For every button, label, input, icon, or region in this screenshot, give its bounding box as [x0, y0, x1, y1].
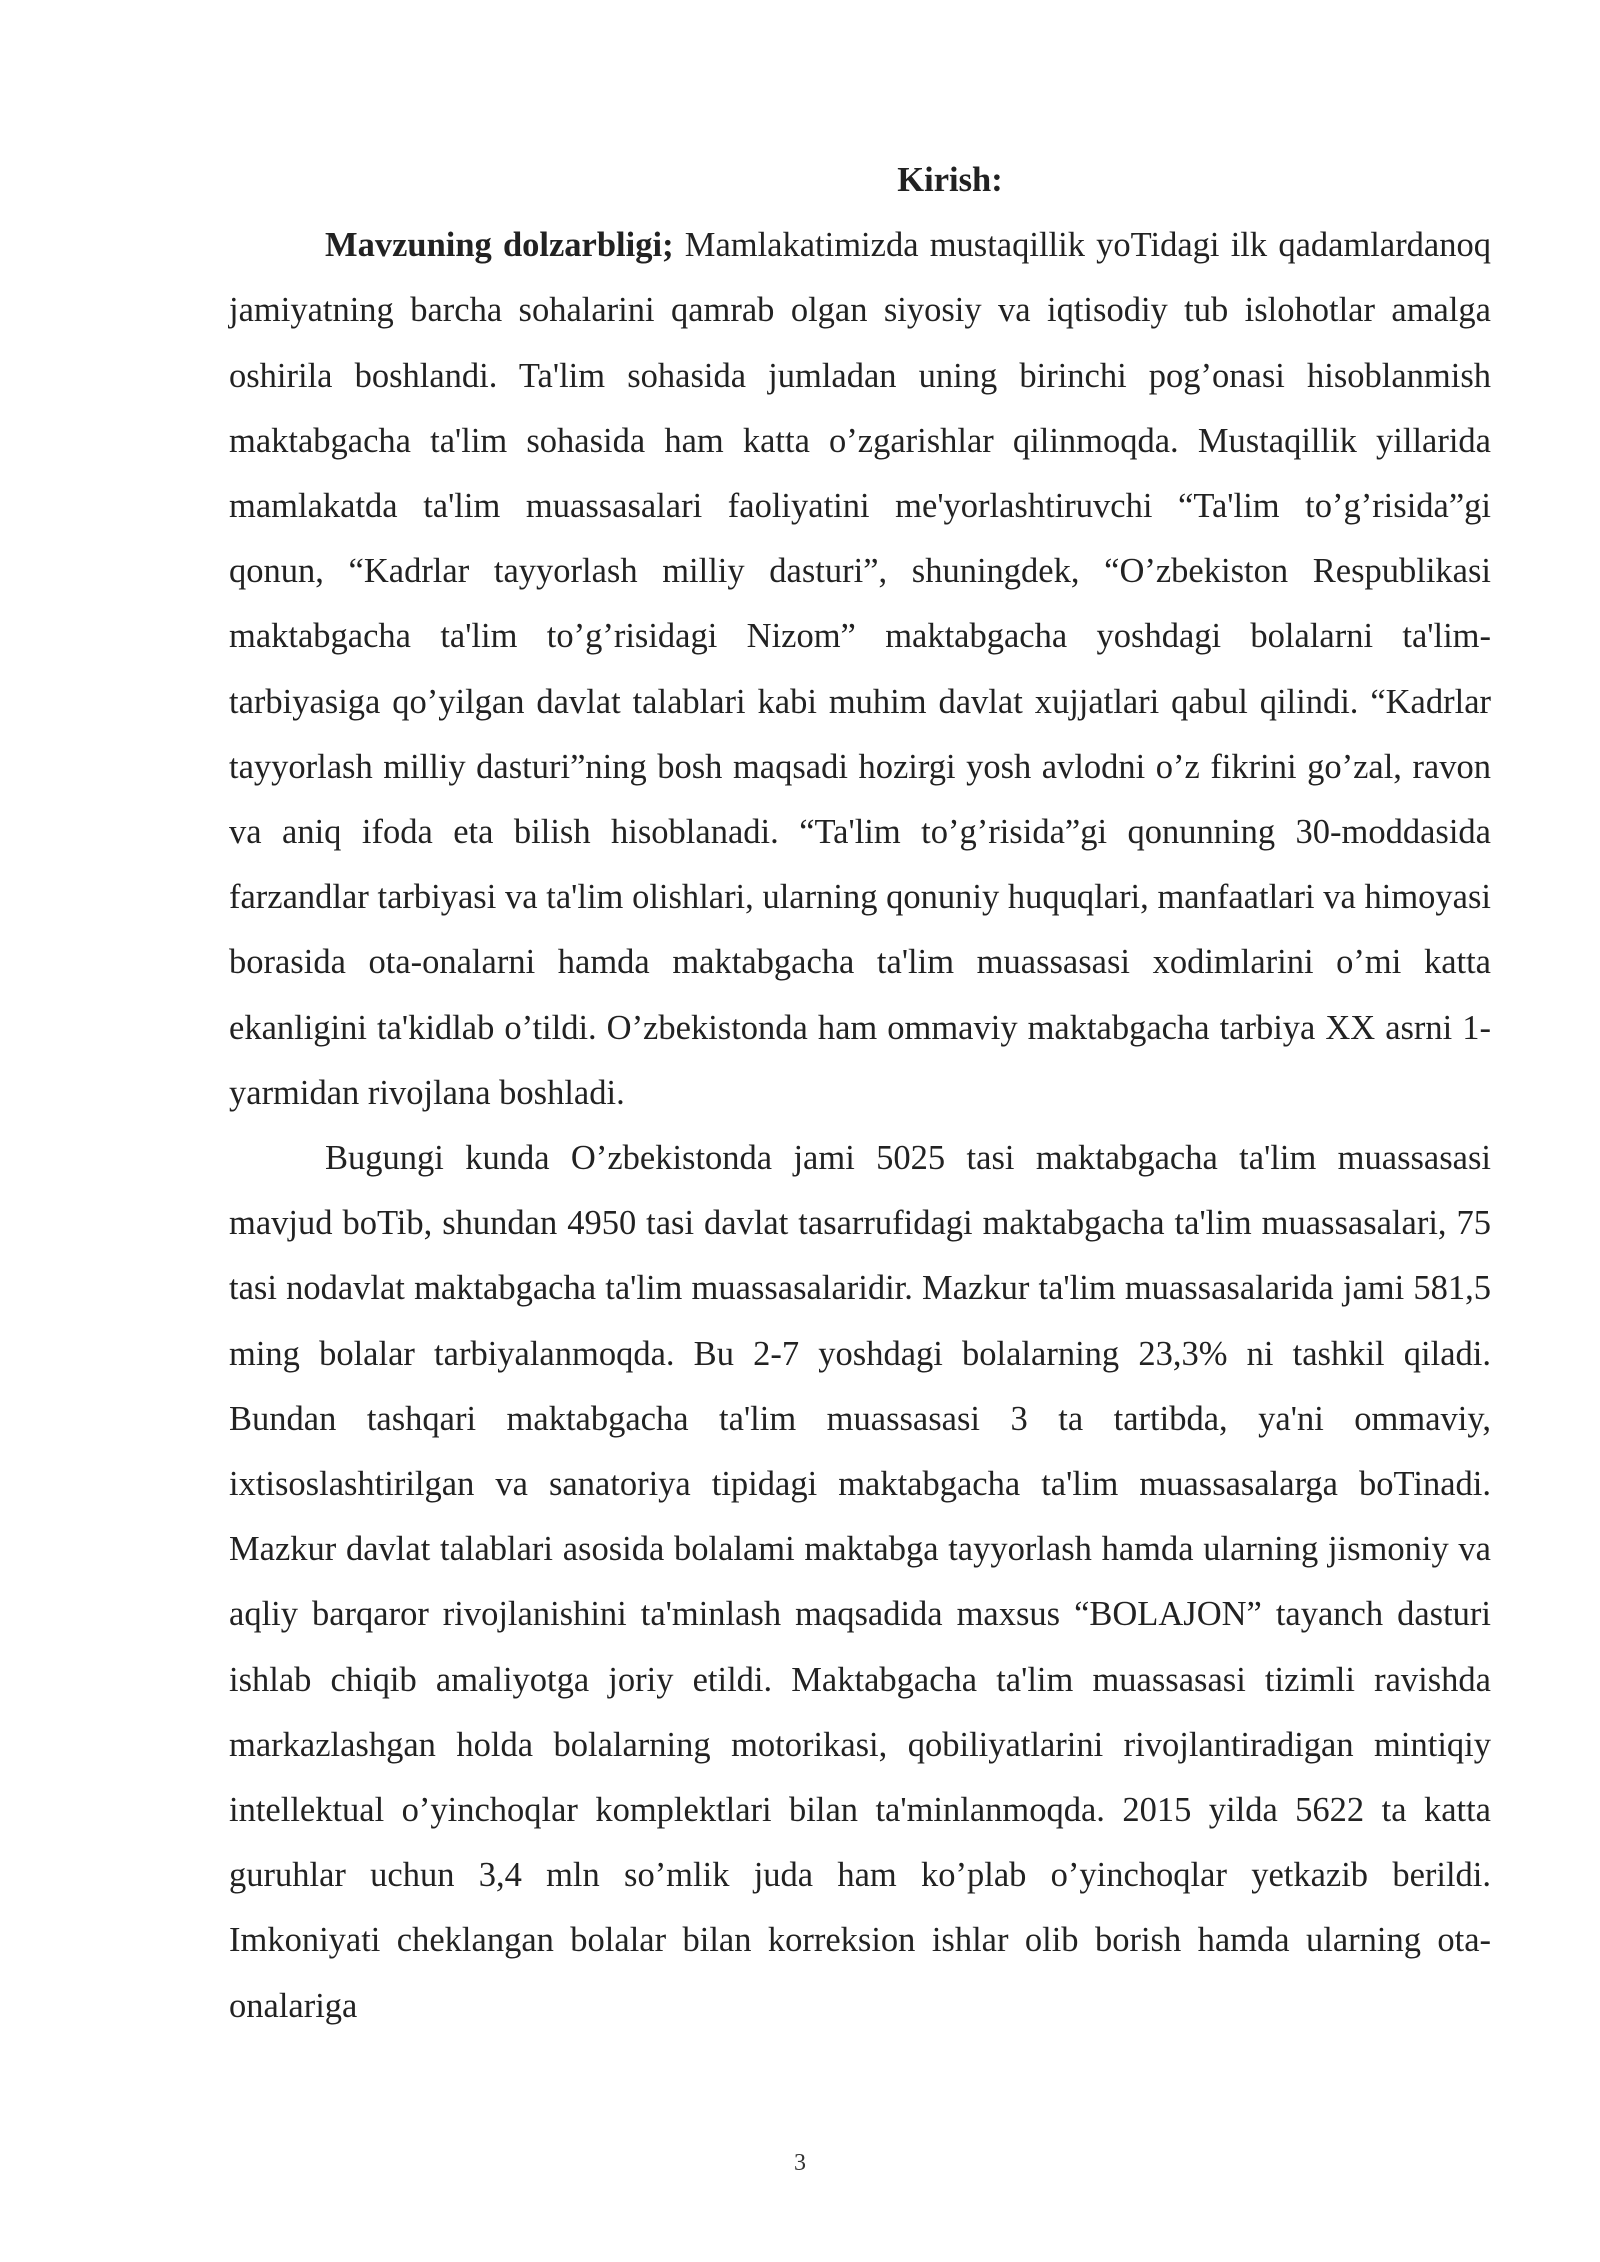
paragraph-relevance — [229, 213, 1491, 1126]
paragraph-statistics: Bugungi kunda O’zbekistonda jami 5025 tasi maktabgacha ta'lim muassasasi mavjud boTib, shundan 4950 tasi davlat tasarrufidagi maktabgacha ta'lim muassasalari, 75 tasi nodavlat maktabgacha ta'lim muassasalaridir. Mazkur ta'lim muassasalarida jami 581,5 ming bolalar tarbiyalanmoqda. Bu 2-7 yoshdagi bolalarning 23,3% ni tashkil qiladi. Bundan tashqari maktabgacha ta'lim muassasasi 3 ta tartibda, ya'ni ommaviy, ixtisoslashtirilgan va sanatoriya tipidagi maktabgacha ta'lim muassasalarga boTinadi. Mazkur davlat talablari asosida bolalami maktabga tayyorlash hamda ularning jismoniy va aqliy barqaror rivojlanishini ta'minlash maqsadida maxsus “BOLAJON” tayanch dasturi ishlab chiqib amaliyotga joriy etildi. Maktabgacha ta'lim muassasasi tizimli ravishda markazlashgan holda bolalarning motorikasi, qobiliyatlarini rivojlantiradigan mintiqiy intellektual o’yinchoqlar komplektlari bilan ta'minlanmoqda. 2015 yilda 5622 ta katta guruhlar uchun 3,4 mln so’mlik juda ham ko’plab o’yinchoqlar yetkazib berildi. Imkoniyati cheklangan bolalar bilan korreksion ishlar olib borish hamda ularning ota-onalariga — [229, 1139, 1491, 2025]
page-content — [229, 148, 1491, 2039]
section-heading: Kirish: — [897, 161, 1003, 199]
paragraph-body: Mamlakatimizda mustaqillik yoTidagi ilk qadamlardanoq jamiyatning barcha sohalarini qamrab olgan siyosiy va iqtisodiy tub islohotlar amalga oshirila boshlandi. Ta'lim sohasida jumladan uning birinchi pog’onasi hisoblanmish maktabgacha ta'lim sohasida ham katta o’zgarishlar qilinmoqda. Mustaqillik yillarida mamlakatda ta'lim muassasalari faoliyatini me'yorlashtiruvchi “Ta'lim to’g’risida”gi qonun, “Kadrlar tayyorlash milliy dasturi”, shuningdek, “O’zbekiston Respublikasi maktabgacha ta'lim to’g’risidagi Nizom” maktabgacha yoshdagi bolalarni ta'lim-tarbiyasiga qo’yilgan davlat talablari kabi muhim davlat xujjatlari qabul qilindi. “Kadrlar tayyorlash milliy dasturi”ning bosh maqsadi hozirgi yosh avlodni o’z fikrini go’zal, ravon va aniq ifoda eta bilish hisoblanadi. “Ta'lim to’g’risida”gi qonunning 30-moddasida farzandlar tarbiyasi va ta'lim olishlari, ularning qonuniy huquqlari, manfaatlari va himoyasi borasida ota-onalarni hamda maktabgacha ta'lim muassasasi xodimlarini o’mi katta ekanligini ta'kidlab o’tildi. O’zbekistonda ham ommaviy maktabgacha tarbiya XX asrni 1-yarmidan rivojlana boshladi. — [229, 226, 1491, 1112]
page-number: 3 — [794, 2150, 806, 2176]
paragraph-lead: Mavzuning dolzarbligi; — [325, 226, 674, 265]
